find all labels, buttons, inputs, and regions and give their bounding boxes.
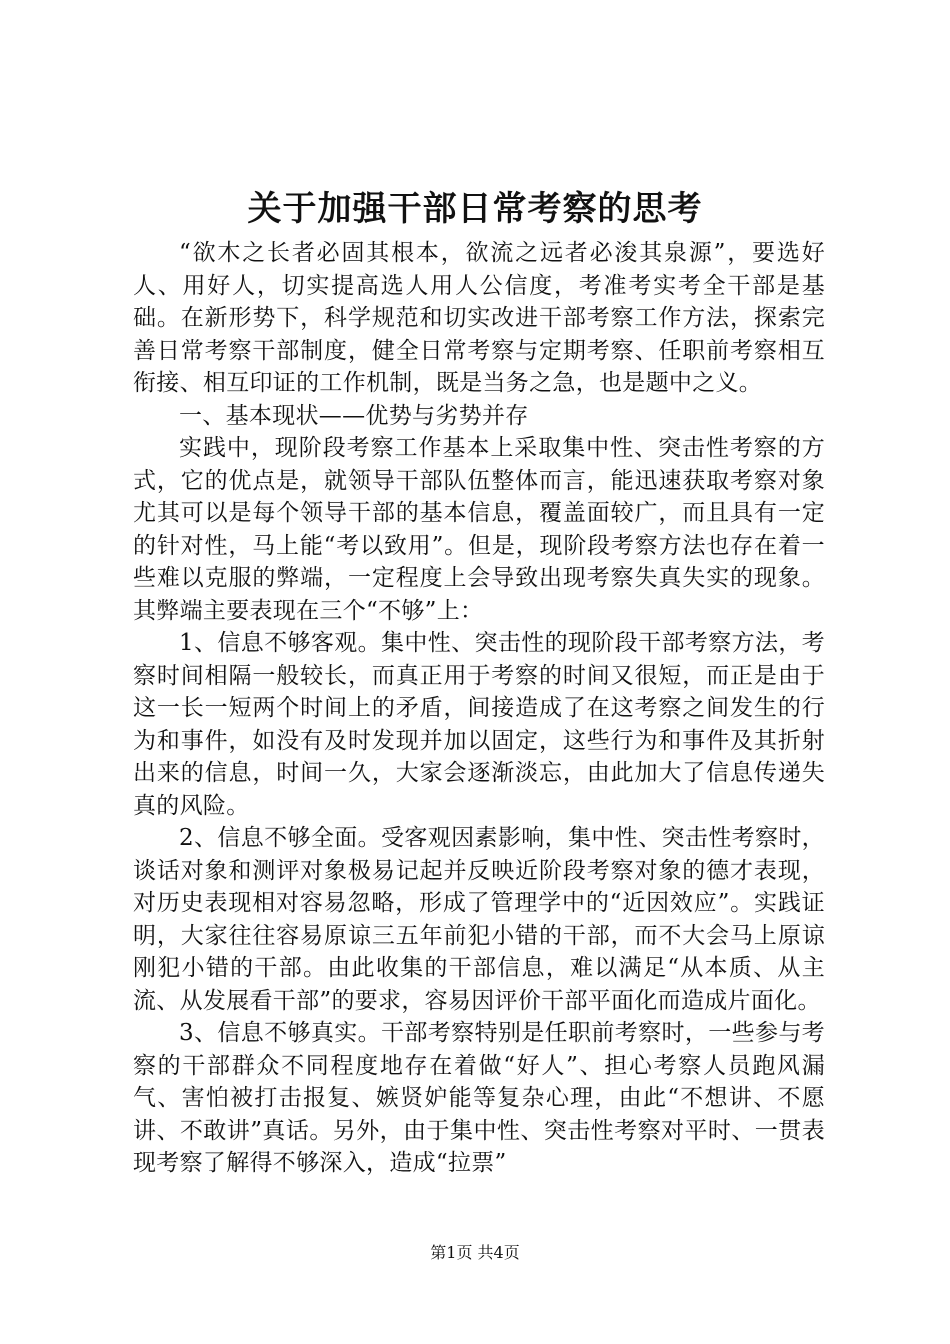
paragraph-intro: “欲木之长者必固其根本，欲流之远者必浚其泉源”，要选好人、用好人，切实提高选人用人公信度，考准考实考全干部是基础。在新形势下，科学规范和切实改进干部考察工作方法，探索完善日常考察干部制度，健全日常考察与定期考察、任职前考察相互衔接、相互印证的工作机制，既是当务之急，也是题中之义。 <box>133 240 825 396</box>
document-title: 关于加强干部日常考察的思考 <box>247 189 703 229</box>
section-heading: 一、基本现状——优势与劣势并存 <box>179 402 529 429</box>
page-number-footer: 第1页 共4页 <box>430 1243 520 1262</box>
paragraph-point-3: 3、信息不够真实。干部考察特别是任职前考察时，一些参与考察的干部群众不同程度地存在着做“好人”、担心考察人员跑风漏气、害怕被打击报复、嫉贤妒能等复杂心理，由此“不想讲、不愿讲、不敢讲”真话。另外，由于集中性、突击性考察对平时、一贯表现考察了解得不够深入，造成“拉票” <box>133 1020 825 1176</box>
paragraph-point-2: 2、信息不够全面。受客观因素影响，集中性、突击性考察时，谈话对象和测评对象极易记起并反映近阶段考察对象的德才表现，对历史表现相对容易忽略，形成了管理学中的“近因效应”。实践证明，大家往往容易原谅三五年前犯小错的干部，而不大会马上原谅刚犯小错的干部。由此收集的干部信息，难以满足“从本质、从主流、从发展看干部”的要求，容易因评价干部平面化而造成片面化。 <box>133 825 825 1014</box>
document-body <box>133 237 825 1180</box>
paragraph-point-1: 1、信息不够客观。集中性、突击性的现阶段干部考察方法，考察时间相隔一般较长，而真正用于考察的时间又很短，而正是由于这一长一短两个时间上的矛盾，间接造成了在这考察之间发生的行为和事件，如没有及时发现并加以固定，这些行为和事件及其折射出来的信息，时间一久，大家会逐渐淡忘，由此加大了信息传递失真的风险。 <box>133 630 825 819</box>
paragraph-practice: 实践中，现阶段考察工作基本上采取集中性、突击性考察的方式，它的优点是，就领导干部队伍整体而言，能迅速获取考察对象尤其可以是每个领导干部的基本信息，覆盖面较广，而且具有一定的针对性，马上能“考以致用”。但是，现阶段考察方法也存在着一些难以克服的弊端，一定程度上会导致出现考察失真失实的现象。其弊端主要表现在三个“不够”上： <box>133 435 825 624</box>
